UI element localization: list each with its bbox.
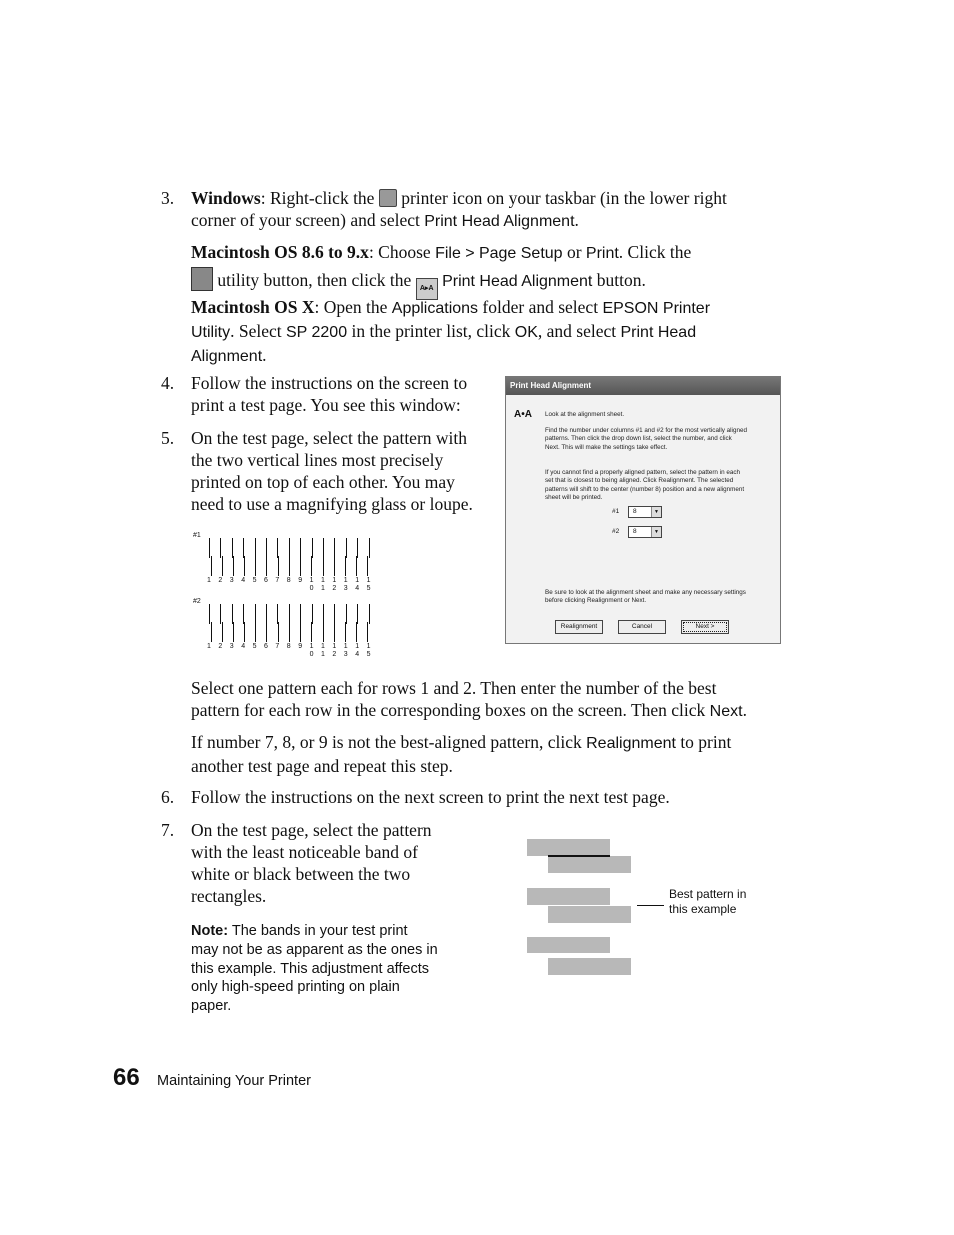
- realign-paragraph: If number 7, 8, or 9 is not the best-aligned pattern, click Realignment to print another test page and repeat this step.: [191, 732, 732, 776]
- pattern-line: [334, 604, 335, 624]
- pattern-line: [300, 604, 301, 624]
- step4-number: 4.: [161, 373, 175, 393]
- realignment-label: Realignment: [586, 735, 676, 752]
- dialog-para3: Be sure to look at the alignment sheet and make any necessary settings before clicking Realignment or Next.: [545, 589, 746, 605]
- pattern-line: [334, 556, 335, 576]
- print-head-2: Alignment: [191, 348, 263, 365]
- pattern-number: 1: [321, 651, 325, 658]
- pattern-line: [278, 556, 279, 576]
- dialog-title: Print Head Alignment: [506, 377, 780, 395]
- printer-sp2200: SP 2200: [286, 324, 348, 341]
- pattern-line: [232, 538, 233, 558]
- pattern-line: [367, 622, 368, 642]
- pattern-line: [255, 538, 256, 558]
- pattern-line: [311, 622, 312, 642]
- button-print-head-alignment: Print Head Alignment: [442, 273, 593, 290]
- pattern-number: 4: [241, 577, 246, 584]
- pattern-number: 1: [321, 643, 325, 650]
- pattern-line: [277, 604, 278, 624]
- pattern-line: [266, 622, 267, 642]
- menu-page-setup: Page Setup: [478, 245, 563, 262]
- pattern-number: 3: [229, 643, 234, 650]
- pattern-row2-numbers: [205, 643, 380, 661]
- step4-text: Follow the instructions on the screen to print a test page. You see this window:: [191, 373, 468, 415]
- pattern-number: 2: [218, 577, 223, 584]
- pattern-line: [323, 604, 324, 624]
- folder-applications: Applications: [391, 300, 479, 317]
- band-pattern-1-bottom: [548, 856, 631, 873]
- ok-label: OK: [514, 324, 538, 341]
- step3-windows: Windows: Right-click the printer icon on your taskbar (in the lower right corner of your screen) and select Print Head Alignment.: [191, 188, 727, 230]
- pattern-number: 6: [264, 643, 268, 650]
- pattern-line: [289, 538, 290, 558]
- step3-macx: Macintosh OS X: Open the Applications folder and select EPSON Printer Utility. Select SP 2200 in the printer list, click OK, and select Print Head Alignment.: [191, 297, 711, 365]
- pattern-line: [311, 556, 312, 576]
- cancel-button[interactable]: Cancel: [618, 620, 666, 634]
- pattern-row1-lines: [205, 538, 380, 578]
- pattern-number: 3: [229, 577, 234, 584]
- pattern-line: [323, 622, 324, 642]
- pattern-line: [222, 622, 223, 642]
- band-pattern-3-bottom: [548, 958, 631, 975]
- print-head-alignment-dialog: [505, 376, 781, 644]
- pattern-line: [367, 556, 368, 576]
- pattern-line: [232, 604, 233, 624]
- callout-text: Best pattern in this example: [669, 887, 747, 916]
- pattern-line: [255, 556, 256, 576]
- note: Note: The bands in your test print may not be as apparent as the ones in this example. This adjustment affects only high-speed printing on plain paper.: [191, 923, 438, 1015]
- pattern-number: 1: [309, 577, 314, 584]
- pattern-number: 5: [366, 585, 371, 592]
- step3-number: 3.: [161, 188, 175, 208]
- pattern-row1-numbers: [205, 577, 380, 595]
- pattern-line: [243, 604, 244, 624]
- band-pattern-1-top: [527, 839, 610, 856]
- pattern-line: [266, 556, 267, 576]
- pattern-number: 1: [355, 643, 360, 650]
- pattern-number: 1: [355, 577, 360, 584]
- pattern-line: [369, 538, 370, 558]
- band-pattern-1-gap: [548, 855, 610, 857]
- pattern-number: 8: [286, 577, 291, 584]
- pattern-line: [209, 538, 210, 558]
- step7-text: On the test page, select the pattern with the least noticeable band of white or black between the two rectangles.: [191, 820, 432, 906]
- macx-label: Macintosh OS X: [191, 297, 315, 317]
- pattern-line: [211, 556, 212, 576]
- pattern-number: 5: [252, 577, 257, 584]
- pattern-line: [345, 622, 346, 642]
- dialog-label-2: #2: [612, 528, 620, 535]
- pattern-line: [233, 556, 234, 576]
- pattern-line: [334, 622, 335, 642]
- pattern-line: [300, 556, 301, 576]
- pattern-line: [323, 538, 324, 558]
- pattern-number: 2: [332, 585, 337, 592]
- pattern-number: 1: [207, 577, 211, 584]
- pattern-line: [356, 622, 357, 642]
- pattern-number: 7: [275, 577, 280, 584]
- pattern-line: [346, 538, 347, 558]
- chevron-down-icon: ▼: [651, 507, 661, 517]
- pattern-line: [243, 538, 244, 558]
- pattern-line: [289, 556, 290, 576]
- pattern-number: 2: [332, 651, 337, 658]
- pattern-line: [369, 604, 370, 624]
- utility-icon: [191, 267, 213, 291]
- alignment-icon: A▸A: [416, 278, 438, 300]
- step6-number: 6.: [161, 787, 175, 807]
- pattern-line: [222, 556, 223, 576]
- pattern-number: 4: [241, 643, 246, 650]
- pattern-number: 8: [286, 643, 291, 650]
- pattern-line: [312, 538, 313, 558]
- step3-mac86: Macintosh OS 8.6 to 9.x: Choose File > Page Setup or Print. Click the utility button, then click the A▸A Print Head Alignment button.: [191, 241, 791, 300]
- pattern-number: 0: [309, 585, 314, 592]
- dialog-line1: Look at the alignment sheet.: [545, 411, 625, 418]
- pattern-line: [323, 556, 324, 576]
- pattern-line: [289, 604, 290, 624]
- print-head-1: Print Head: [620, 324, 697, 341]
- pattern-number: 1: [343, 577, 348, 584]
- pattern-line: [209, 604, 210, 624]
- pattern-number: 6: [264, 577, 268, 584]
- pattern-number: 1: [366, 643, 371, 650]
- realignment-button[interactable]: Realignment: [555, 620, 603, 634]
- menu-print-head-alignment: Print Head Alignment: [424, 213, 575, 230]
- pattern-line: [255, 622, 256, 642]
- section-title: Maintaining Your Printer: [157, 1073, 311, 1089]
- pattern-number: 1: [309, 643, 314, 650]
- pattern-row2-lines: [205, 604, 380, 644]
- menu-print: Print: [585, 245, 619, 262]
- pattern-number: 3: [343, 651, 348, 658]
- printer-icon: [379, 189, 397, 207]
- dialog-para2: If you cannot find a properly aligned pattern, select the pattern in each set that is closest to being aligned. Click Realignment. The selected patterns will shift to the center (number 8) position and a new alignment sheet will be printed.: [545, 469, 745, 501]
- pattern-line: [300, 622, 301, 642]
- next-label: Next: [709, 703, 743, 720]
- pattern-number: 4: [355, 585, 360, 592]
- pattern-number: 1: [343, 643, 348, 650]
- dialog-select-2[interactable]: 8 ▼: [628, 526, 662, 538]
- pattern-line: [346, 604, 347, 624]
- chevron-down-icon: ▼: [651, 527, 661, 537]
- step6-text: Follow the instructions on the next screen to print the next test page.: [191, 787, 670, 807]
- select-paragraph: Select one pattern each for rows 1 and 2. Then enter the number of the best pattern for each row in the corresponding boxes on the screen. Then click Next.: [191, 678, 747, 720]
- band-pattern-2-bottom: [548, 906, 631, 923]
- pattern-number: 1: [207, 643, 211, 650]
- pattern-line: [334, 538, 335, 558]
- pattern-number: 4: [355, 651, 360, 658]
- pattern-line: [233, 622, 234, 642]
- dialog-label-1: #1: [612, 508, 620, 515]
- callout-line: [637, 905, 664, 906]
- mac86-label: Macintosh OS 8.6 to 9.x: [191, 242, 369, 262]
- pattern-line: [266, 538, 267, 558]
- pattern-line: [345, 556, 346, 576]
- next-button[interactable]: Next >: [681, 620, 729, 634]
- step7-number: 7.: [161, 820, 175, 840]
- pattern-line: [244, 556, 245, 576]
- page-number: 66: [113, 1064, 140, 1091]
- dialog-alignment-icon: A•A: [514, 409, 532, 420]
- pattern-line: [357, 538, 358, 558]
- pattern-number: 0: [309, 651, 314, 658]
- pattern-number: 1: [366, 577, 371, 584]
- step5-text: On the test page, select the pattern with the two vertical lines most precisely printed on top of each other. You may need to use a magnifying glass or loupe.: [191, 428, 473, 514]
- band-pattern-3-top: [527, 937, 610, 953]
- menu-file: File: [435, 245, 461, 262]
- band-pattern-2-top: [527, 888, 610, 905]
- pattern-line: [220, 538, 221, 558]
- pattern-row2-label: #2: [193, 598, 201, 605]
- pattern-number: 9: [298, 643, 303, 650]
- pattern-line: [300, 538, 301, 558]
- pattern-line: [266, 604, 267, 624]
- pattern-line: [289, 622, 290, 642]
- dialog-select-1[interactable]: 8 ▼: [628, 506, 662, 518]
- pattern-number: 1: [332, 577, 337, 584]
- pattern-number: 1: [332, 643, 337, 650]
- epson-printer-utility-2: Utility: [191, 324, 231, 341]
- pattern-number: 3: [343, 585, 348, 592]
- pattern-row1-label: #1: [193, 532, 201, 539]
- windows-label: Windows: [191, 188, 261, 208]
- pattern-number: 7: [275, 643, 280, 650]
- step5-number: 5.: [161, 428, 175, 448]
- pattern-number: 5: [366, 651, 371, 658]
- pattern-line: [255, 604, 256, 624]
- pattern-number: 5: [252, 643, 257, 650]
- pattern-line: [312, 604, 313, 624]
- pattern-line: [278, 622, 279, 642]
- pattern-number: 1: [321, 585, 325, 592]
- note-label: Note:: [191, 923, 229, 939]
- pattern-line: [357, 604, 358, 624]
- epson-printer-utility-1: EPSON Printer: [602, 300, 711, 317]
- pattern-number: 9: [298, 577, 303, 584]
- pattern-number: 1: [321, 577, 325, 584]
- pattern-line: [220, 604, 221, 624]
- pattern-line: [211, 622, 212, 642]
- pattern-number: 2: [218, 643, 223, 650]
- dialog-para1: Find the number under columns #1 and #2 for the most vertically aligned patterns. Then click the drop down list, select the number, and click Next. This will make the settings take effect.: [545, 427, 747, 451]
- pattern-line: [244, 622, 245, 642]
- pattern-line: [356, 556, 357, 576]
- pattern-line: [277, 538, 278, 558]
